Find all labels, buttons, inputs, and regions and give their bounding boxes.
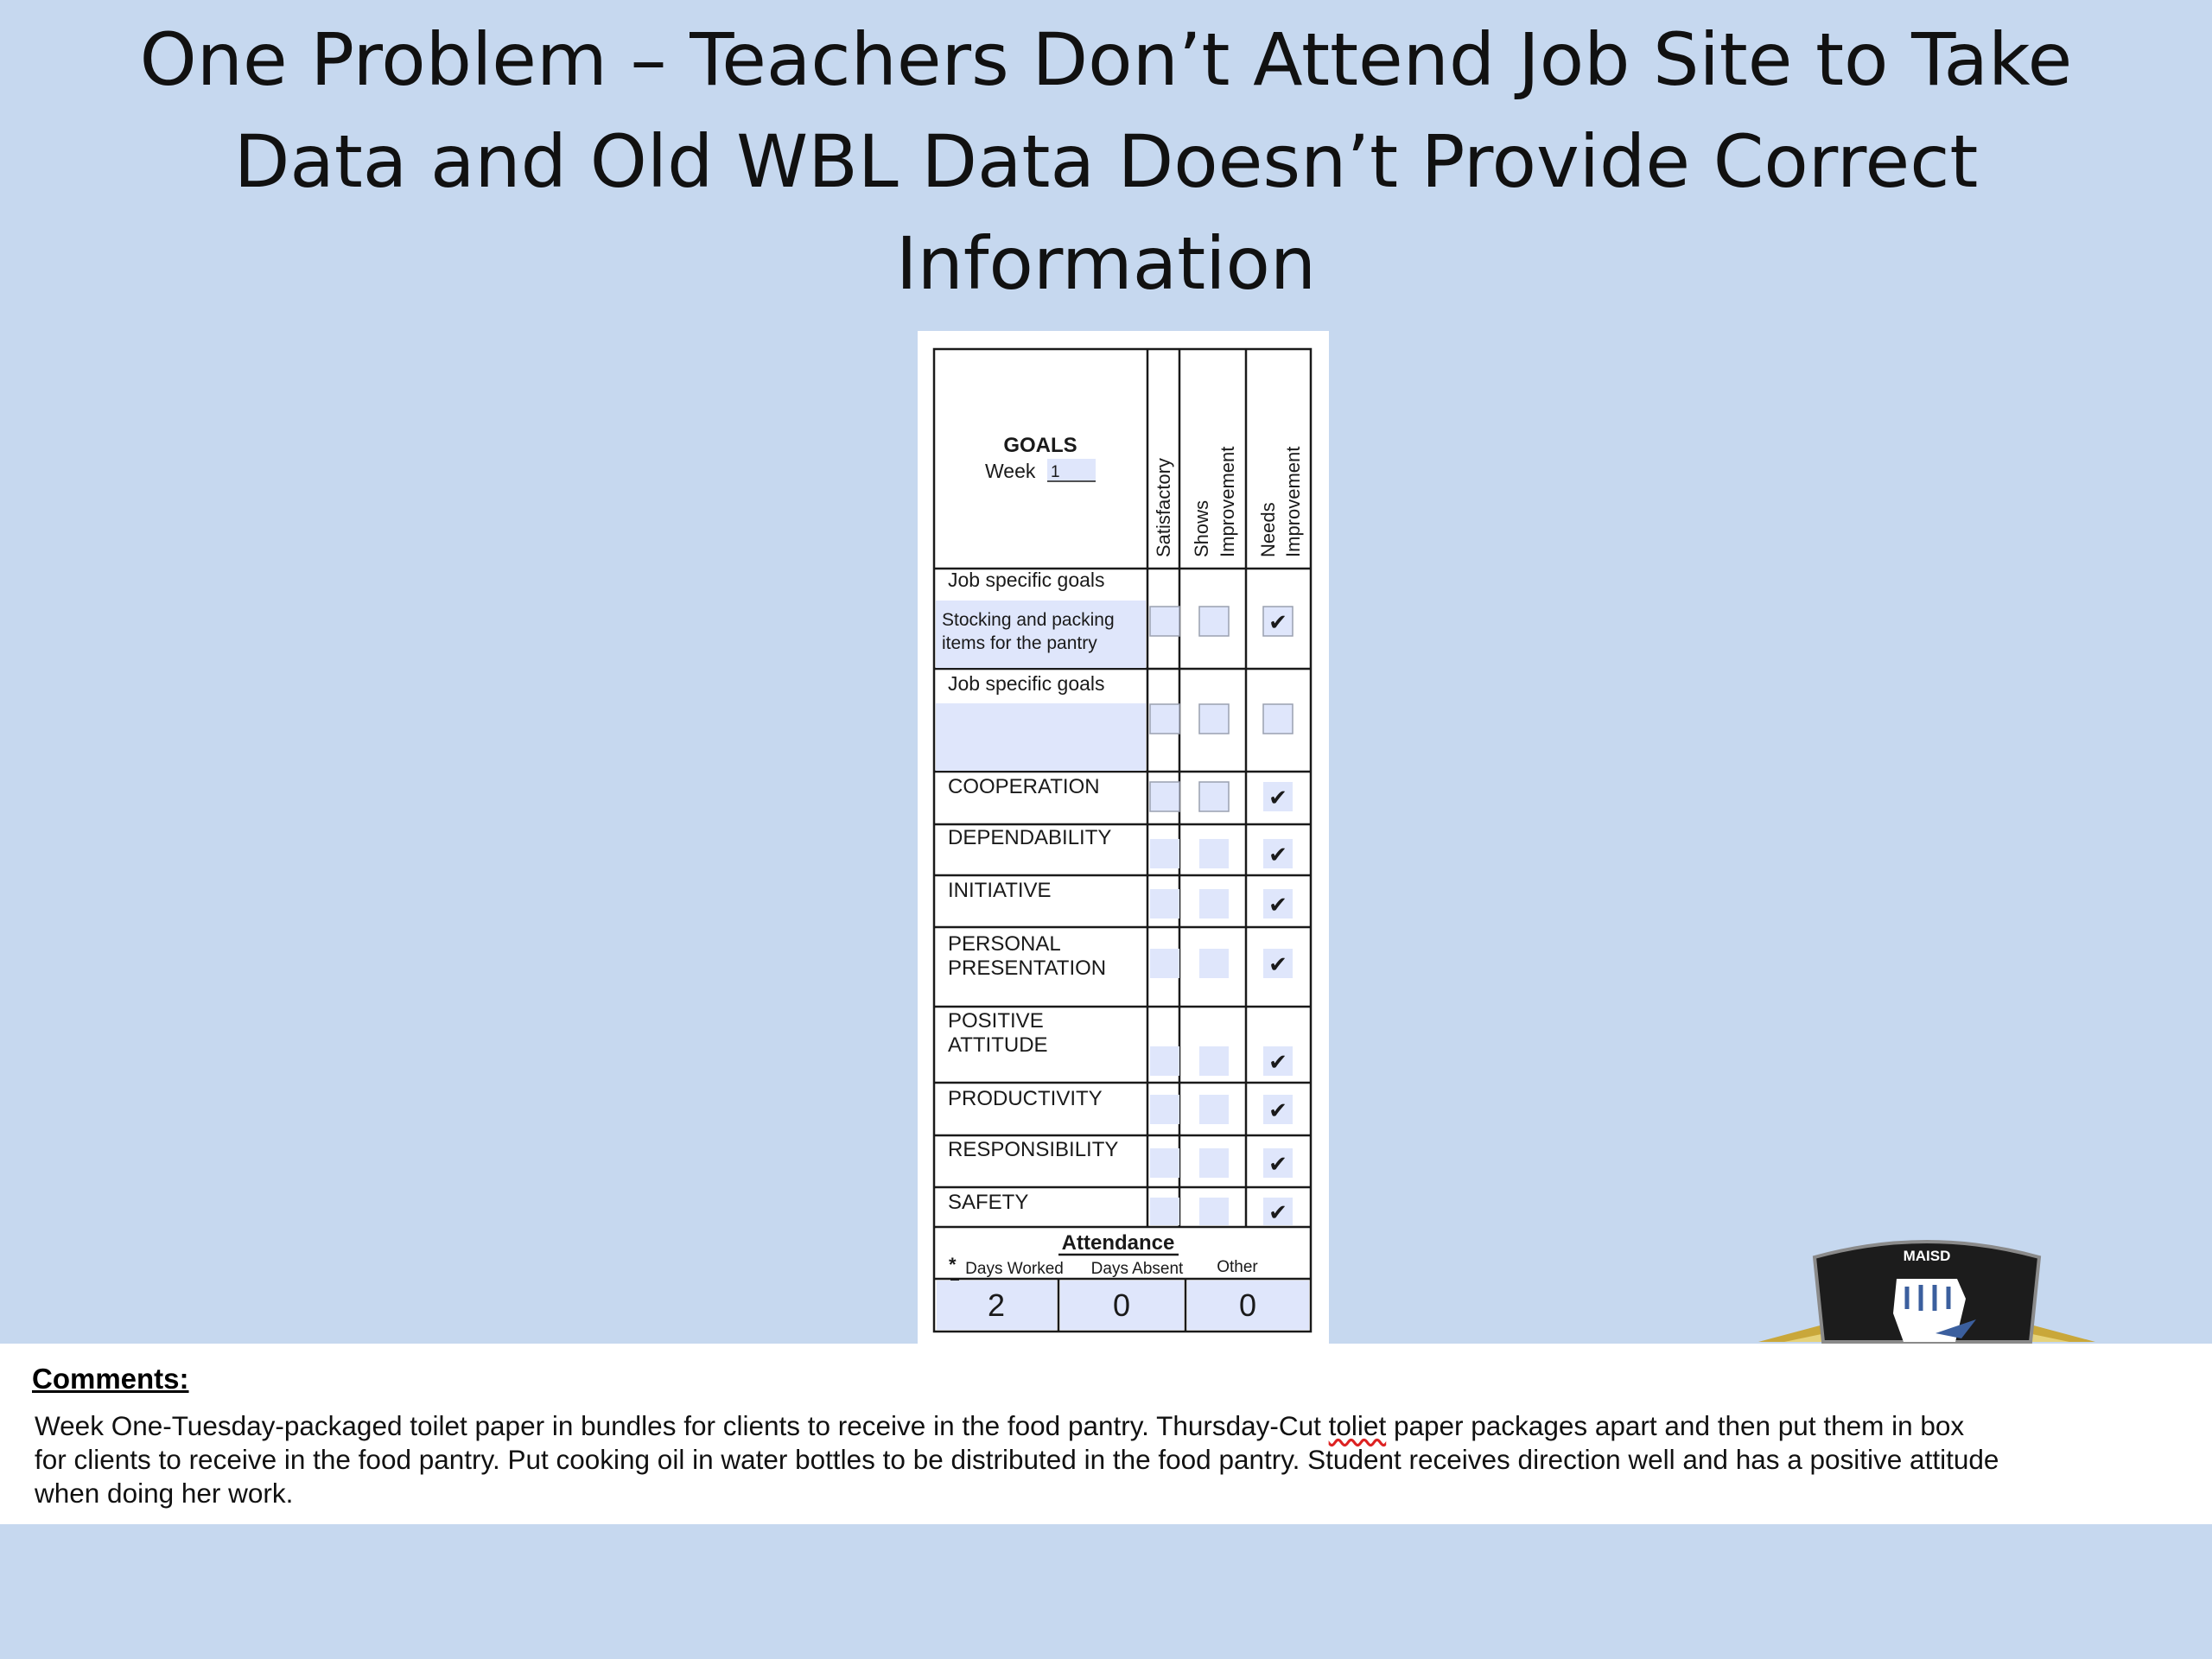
check-icon: ✔ — [1268, 1199, 1287, 1225]
checkbox-satisfactory[interactable] — [1150, 949, 1179, 978]
days-worked-value: 2 — [987, 1287, 1006, 1323]
checkbox-shows-improvement[interactable] — [1199, 607, 1229, 636]
row-label: SAFETY — [948, 1191, 1029, 1214]
col-satisfactory: Satisfactory — [1153, 458, 1174, 557]
logo-text: MAISD — [1903, 1248, 1951, 1264]
checkbox-shows-improvement[interactable] — [1199, 782, 1229, 811]
col-needs: Needs — [1257, 502, 1279, 557]
goal-detail-line: Stocking and packing — [942, 610, 1115, 630]
checkbox-shows-improvement[interactable] — [1199, 704, 1229, 734]
check-icon: ✔ — [1268, 1151, 1287, 1177]
attendance-heading: Attendance — [1061, 1231, 1175, 1255]
check-icon: ✔ — [1268, 1097, 1287, 1123]
row-label: Job specific goals — [948, 672, 1105, 695]
checkbox-satisfactory[interactable] — [1150, 1095, 1179, 1124]
comments-line-1-part: paper packages apart and then put them in box — [1386, 1410, 1965, 1441]
row-label: Job specific goals — [948, 569, 1105, 591]
row-label: POSITIVE — [948, 1009, 1044, 1033]
comments-heading: Comments: — [32, 1363, 189, 1395]
col-needs-improvement: Improvement — [1282, 446, 1304, 557]
checkbox-satisfactory[interactable] — [1150, 889, 1179, 918]
checkbox-satisfactory[interactable] — [1150, 1148, 1179, 1178]
checkbox-shows-improvement[interactable] — [1199, 949, 1229, 978]
goals-heading: GOALS — [1003, 434, 1077, 457]
checkbox-satisfactory[interactable] — [1150, 1198, 1179, 1225]
check-icon: ✔ — [1268, 1049, 1287, 1075]
comments-line-1-part: Week One-Tuesday-packaged toilet paper in bundles for clients to receive in the food pantry. Thursday-Cut — [35, 1410, 1329, 1441]
comments-text — [35, 1409, 2186, 1510]
asterisk-mark: * — [949, 1254, 957, 1275]
row-label: PRODUCTIVITY — [948, 1087, 1103, 1110]
comments-panel — [0, 1344, 2212, 1524]
other-value: 0 — [1238, 1287, 1257, 1323]
row-label: PERSONAL — [948, 932, 1061, 956]
title-line-2: Data and Old WBL Data Doesn’t Provide Correct — [233, 119, 1979, 204]
days-absent-value: 0 — [1112, 1287, 1131, 1323]
checkbox-satisfactory[interactable] — [1150, 782, 1179, 811]
evaluation-form — [918, 331, 1329, 1344]
check-icon: ✔ — [1268, 785, 1287, 810]
checkbox-shows-improvement[interactable] — [1199, 1095, 1229, 1124]
col-shows-improvement: Improvement — [1217, 446, 1238, 557]
goal-detail-line: items for the pantry — [942, 633, 1097, 653]
checkbox-satisfactory[interactable] — [1150, 704, 1179, 734]
row-label: RESPONSIBILITY — [948, 1138, 1119, 1161]
title-line-3: Information — [895, 221, 1317, 306]
checkbox-satisfactory[interactable] — [1150, 607, 1179, 636]
misspelled-word: toliet — [1328, 1410, 1387, 1441]
checkbox-shows-improvement[interactable] — [1199, 839, 1229, 868]
checkbox-satisfactory[interactable] — [1150, 1046, 1179, 1076]
attendance-label: Days Worked — [965, 1260, 1064, 1278]
row-label: PRESENTATION — [948, 957, 1107, 980]
check-icon: ✔ — [1268, 892, 1287, 918]
check-icon: ✔ — [1268, 951, 1287, 977]
goal-description-field[interactable] — [936, 703, 1146, 771]
checkbox-satisfactory[interactable] — [1150, 839, 1179, 868]
checkbox-shows-improvement[interactable] — [1199, 1148, 1229, 1178]
fist-lightning-badge-icon — [1750, 1231, 2104, 1344]
row-label: COOPERATION — [948, 775, 1100, 798]
check-icon: ✔ — [1268, 609, 1287, 635]
week-value: 1 — [1051, 463, 1060, 481]
checkbox-needs-improvement[interactable] — [1263, 704, 1293, 734]
checkbox-shows-improvement[interactable] — [1199, 1046, 1229, 1076]
comments-line-3: when doing her work. — [35, 1478, 294, 1509]
comments-line-1 — [35, 1409, 2186, 1443]
checkbox-shows-improvement[interactable] — [1199, 889, 1229, 918]
comments-line-2: for clients to receive in the food pantry. Put cooking oil in water bottles to be distributed in the food pantry. Student receives direction well and has a positive attitude — [35, 1444, 1999, 1475]
attendance-label: Days Absent — [1090, 1260, 1184, 1278]
check-icon: ✔ — [1268, 842, 1287, 868]
col-shows: Shows — [1191, 499, 1212, 557]
week-label: Week — [985, 460, 1036, 482]
slide-title — [86, 9, 2126, 315]
row-label: INITIATIVE — [948, 879, 1052, 902]
checkbox-shows-improvement[interactable] — [1199, 1198, 1229, 1225]
title-line-1: One Problem – Teachers Don’t Attend Job Site to Take — [139, 17, 2073, 102]
attendance-label: Other — [1217, 1258, 1258, 1276]
row-label: ATTITUDE — [948, 1033, 1048, 1057]
row-label: DEPENDABILITY — [948, 826, 1112, 849]
